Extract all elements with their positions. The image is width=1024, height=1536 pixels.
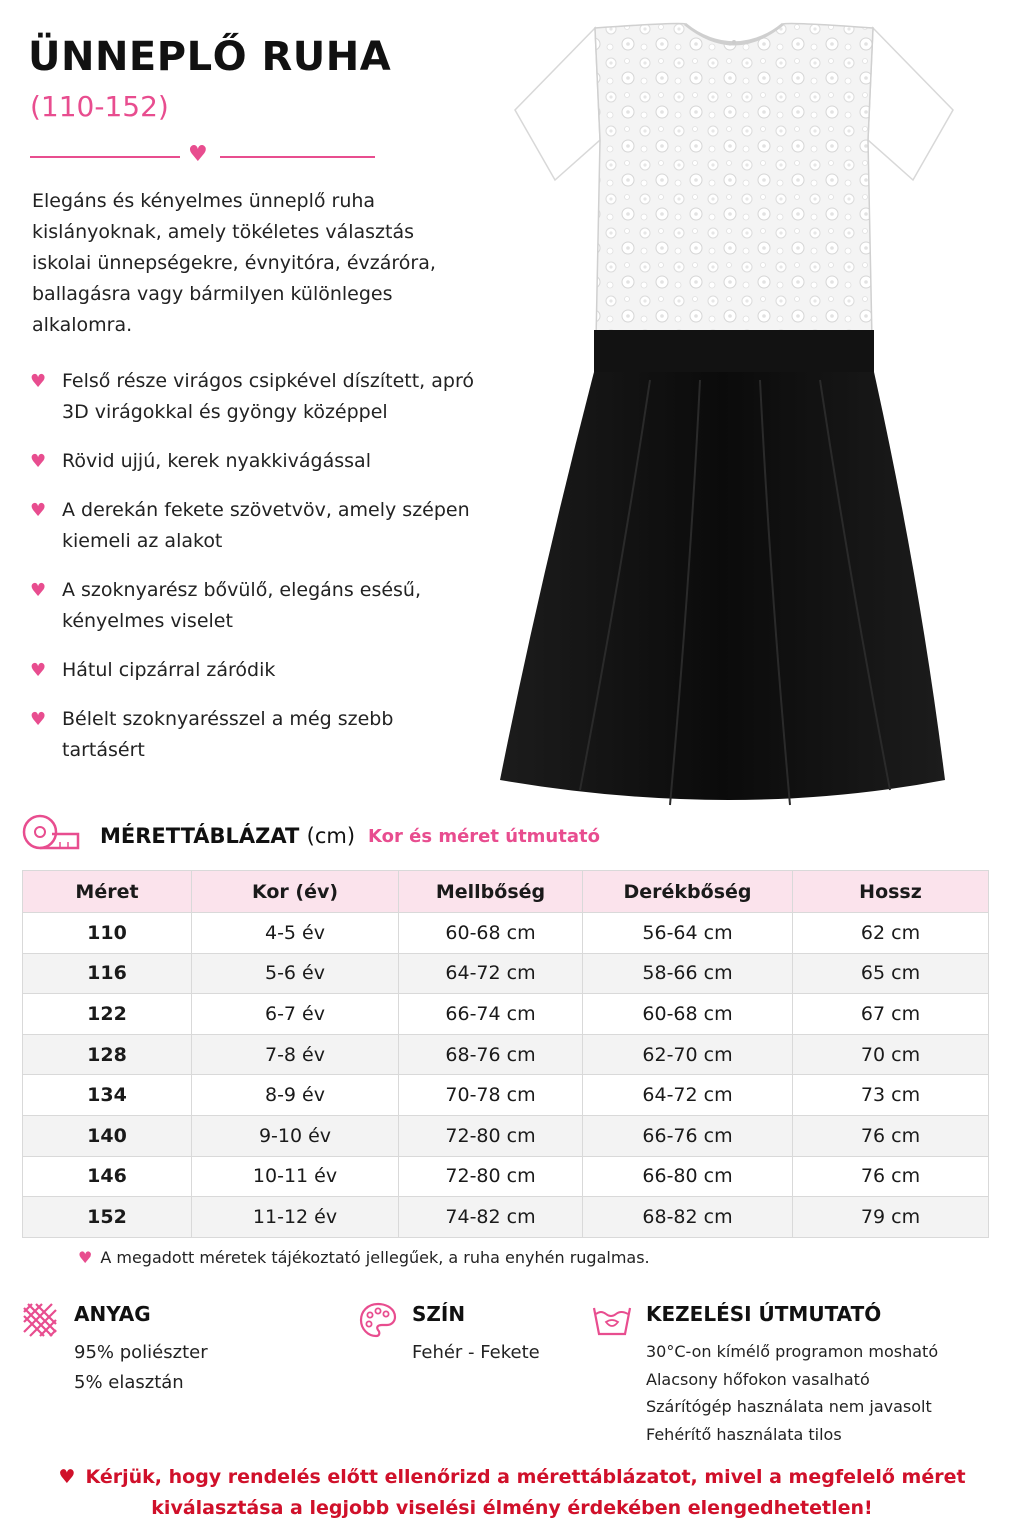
feature-item: ♥ Felső része virágos csipkével díszített, apró 3D virágokkal és gyöngy középpel: [30, 366, 480, 428]
size-chart-header: [22, 810, 1002, 860]
material-line: 95% poliészter: [74, 1342, 208, 1363]
size-chart-title: MÉRETTÁBLÁZAT (cm): [100, 824, 356, 848]
page-subtitle: (110-152): [30, 90, 169, 123]
heart-icon: ♥: [30, 580, 47, 601]
size-table: [22, 870, 989, 1238]
heart-icon: ♥: [30, 660, 47, 681]
feature-item: ♥ A derekán fekete szövetvöv, amely szépen kiemeli az alakot: [30, 495, 480, 557]
column-header: Méret: [23, 871, 192, 913]
material-line: 5% elasztán: [74, 1372, 184, 1393]
feature-list: [30, 366, 480, 784]
heart-icon: ♥: [30, 451, 47, 472]
heart-icon: ♥: [30, 500, 47, 521]
care-line: Alacsony hőfokon vasalható: [646, 1369, 870, 1389]
palette-icon: [358, 1300, 398, 1340]
feature-item: ♥ Rövid ujjú, kerek nyakkivágással: [30, 446, 480, 477]
heart-icon: ♥: [78, 1248, 93, 1267]
care-line: 30°C-on kímélő programon mosható: [646, 1342, 939, 1361]
page-title: ÜNNEPLŐ RUHA: [28, 34, 392, 80]
table-row: 110 4-5 év 60-68 cm 56-64 cm 62 cm: [23, 913, 989, 954]
tape-measure-icon: [22, 812, 82, 856]
color-line: Fehér - Fekete: [412, 1342, 540, 1363]
column-header: Mellbőség: [399, 871, 583, 913]
table-row: 140 9-10 év 72-80 cm 66-76 cm 76 cm: [23, 1115, 989, 1156]
table-row: 134 8-9 év 70-78 cm 64-72 cm 73 cm: [23, 1075, 989, 1116]
column-header: Kor (év): [192, 871, 399, 913]
heart-icon: ♥: [30, 371, 47, 392]
heart-icon: ♥: [30, 709, 47, 730]
care-line: Fehérítő használata tilos: [646, 1424, 842, 1444]
warning-message: ♥ Kérjük, hogy rendelés előtt ellenőrizd a mérettáblázatot, mivel a megfelelő méret kiválasztása a legjobb viselési élmény érdekében elengedhetetlen!: [58, 1466, 966, 1519]
feature-item: ♥ Hátul cipzárral záródik: [30, 655, 480, 686]
table-row: 152 11-12 év 74-82 cm 68-82 cm 79 cm: [23, 1197, 989, 1238]
feature-item: ♥ Bélelt szoknyarésszel a még szebb tartásért: [30, 704, 480, 766]
table-row: 146 10-11 év 72-80 cm 66-80 cm 76 cm: [23, 1156, 989, 1197]
intro-text: Elegáns és kényelmes ünneplő ruha kislányoknak, amely tökéletes választás iskolai ünnepségekre, évnyitóra, évzáróra, ballagásra vagy bármilyen különleges alkalomra.: [32, 190, 436, 336]
heart-divider: [30, 142, 375, 168]
table-header-row: [23, 871, 989, 913]
column-header: Derékbőség: [583, 871, 793, 913]
care-title: KEZELÉSI ÚTMUTATÓ: [646, 1302, 882, 1326]
table-row: 128 7-8 év 68-76 cm 62-70 cm 70 cm: [23, 1034, 989, 1075]
heart-icon: ♥: [58, 1466, 76, 1488]
care-line: Szárítógép használata nem javasolt: [646, 1397, 932, 1416]
column-header: Hossz: [793, 871, 989, 913]
dress-image: [500, 20, 968, 820]
table-row: 116 5-6 év 64-72 cm 58-66 cm 65 cm: [23, 953, 989, 994]
heart-icon: ♥: [188, 142, 208, 167]
color-title: SZÍN: [412, 1302, 466, 1326]
size-note: ♥ A megadott méretek tájékoztató jellegűek, a ruha enyhén rugalmas.: [78, 1248, 650, 1267]
material-title: ANYAG: [74, 1302, 151, 1326]
feature-item: ♥ A szoknyarész bővülő, elegáns esésű, kényelmes viselet: [30, 575, 480, 637]
size-guide-label: Kor és méret útmutató: [368, 826, 600, 847]
table-row: 122 6-7 év 66-74 cm 60-68 cm 67 cm: [23, 994, 989, 1035]
wash-icon: [592, 1300, 632, 1340]
fabric-icon: [20, 1300, 60, 1340]
